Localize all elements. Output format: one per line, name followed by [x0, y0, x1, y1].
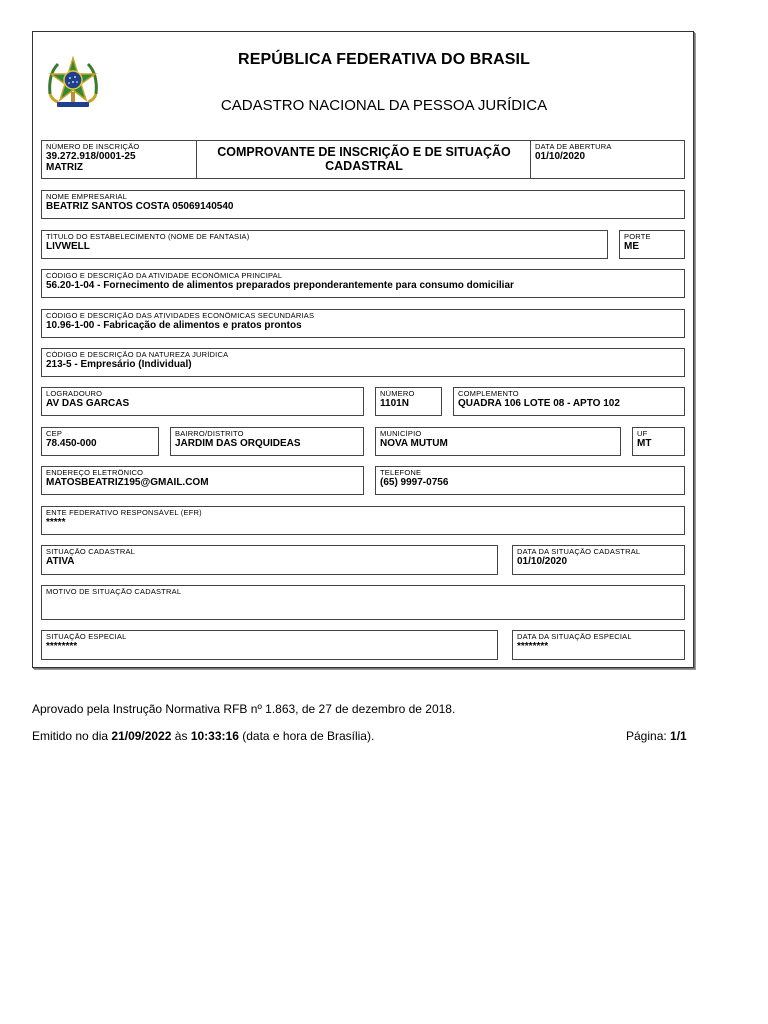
emission-line	[32, 729, 374, 743]
telefone-label: TELEFONE	[380, 469, 422, 477]
situacao-especial-label: SITUAÇÃO ESPECIAL	[46, 633, 127, 641]
data-situacao-value: 01/10/2020	[517, 556, 568, 567]
motivo-label: MOTIVO DE SITUAÇÃO CADASTRAL	[46, 588, 182, 596]
natureza-box	[41, 348, 685, 377]
page-prefix: Página:	[626, 729, 667, 743]
doc-title: COMPROVANTE DE INSCRIÇÃO E DE SITUAÇÃO CADASTRAL	[217, 145, 511, 173]
data-situacao-label: DATA DA SITUAÇÃO CADASTRAL	[517, 548, 641, 556]
data-situacao-especial-value: ********	[517, 641, 549, 652]
bairro-box	[170, 427, 364, 456]
page-title: REPÚBLICA FEDERATIVA DO BRASIL	[238, 51, 530, 68]
telefone-box	[375, 466, 685, 495]
efr-label: ENTE FEDERATIVO RESPONSÁVEL (EFR)	[46, 509, 202, 517]
emitted-time: 10:33:16	[190, 729, 239, 743]
uf-box	[632, 427, 685, 456]
logradouro-box	[41, 387, 364, 416]
efr-value: *****	[46, 517, 66, 528]
approval-note: Aprovado pela Instrução Normativa RFB nº 1.863, de 27 de dezembro de 2018.	[32, 702, 456, 716]
abertura-box	[530, 140, 685, 179]
doc-title-box	[196, 140, 531, 179]
page-number: 1/1	[670, 729, 687, 743]
emitted-suffix: (data e hora de Brasília).	[242, 729, 375, 743]
page-indicator	[626, 729, 687, 743]
logradouro-value: AV DAS GARCAS	[46, 398, 130, 409]
emitted-date: 21/09/2022	[111, 729, 172, 743]
uf-label: UF	[637, 430, 648, 438]
emitted-prefix: Emitido no dia	[32, 729, 109, 743]
municipio-value: NOVA MUTUM	[380, 438, 448, 449]
numero-box	[375, 387, 442, 416]
inscricao-value: 39.272.918/0001-25	[46, 151, 136, 162]
inscricao-label: NÚMERO DE INSCRIÇÃO	[46, 143, 140, 151]
uf-value: MT	[637, 438, 652, 449]
email-box	[41, 466, 364, 495]
porte-label: PORTE	[624, 233, 651, 241]
data-situacao-especial-label: DATA DA SITUAÇÃO ESPECIAL	[517, 633, 632, 641]
page-subtitle: CADASTRO NACIONAL DA PESSOA JURÍDICA	[220, 97, 548, 114]
motivo-box	[41, 585, 685, 620]
atividade-principal-label: CÓDIGO E DESCRIÇÃO DA ATIVIDADE ECONÔMICA PRINCIPAL	[46, 272, 283, 280]
nome-value: BEATRIZ SANTOS COSTA 05069140540	[46, 201, 234, 212]
situacao-box	[41, 545, 498, 575]
municipio-label: MUNICÍPIO	[380, 430, 422, 438]
complemento-label: COMPLEMENTO	[458, 390, 519, 398]
situacao-value: ATIVA	[46, 556, 75, 567]
situacao-especial-box	[41, 630, 498, 660]
atividade-principal-box	[41, 269, 685, 298]
complemento-value: QUADRA 106 LOTE 08 - APTO 102	[458, 398, 620, 409]
numero-value: 1101N	[380, 398, 409, 409]
bairro-label: BAIRRO/DISTRITO	[175, 430, 244, 438]
numero-label: NÚMERO	[380, 390, 415, 398]
email-value: MATOSBEATRIZ195@GMAIL.COM	[46, 477, 209, 488]
bairro-value: JARDIM DAS ORQUIDEAS	[175, 438, 301, 449]
atividade-principal-value: 56.20-1-04 - Fornecimento de alimentos preparados preponderantemente para consumo domiciliar	[46, 280, 514, 291]
municipio-box	[375, 427, 621, 456]
fantasia-label: TÍTULO DO ESTABELECIMENTO (NOME DE FANTASIA)	[46, 233, 250, 241]
nome-box	[41, 190, 685, 219]
atividades-secundarias-value: 10.96-1-00 - Fabricação de alimentos e pratos prontos	[46, 320, 302, 331]
cep-box	[41, 427, 159, 456]
cep-label: CEP	[46, 430, 63, 438]
porte-value: ME	[624, 241, 639, 252]
telefone-value: (65) 9997-0756	[380, 477, 449, 488]
inscricao-box	[41, 140, 197, 179]
emitted-mid: às	[174, 729, 188, 743]
data-situacao-box	[512, 545, 685, 575]
natureza-value: 213-5 - Empresário (Individual)	[46, 359, 192, 370]
atividades-secundarias-label: CÓDIGO E DESCRIÇÃO DAS ATIVIDADES ECONÔMICAS SECUNDÁRIAS	[46, 312, 315, 320]
email-label: ENDEREÇO ELETRÔNICO	[46, 469, 144, 477]
fantasia-value: LIVWELL	[46, 241, 90, 252]
abertura-value: 01/10/2020	[535, 151, 586, 162]
natureza-label: CÓDIGO E DESCRIÇÃO DA NATUREZA JURÍDICA	[46, 351, 229, 359]
complemento-box	[453, 387, 685, 416]
nome-label: NOME EMPRESARIAL	[46, 193, 128, 201]
cep-value: 78.450-000	[46, 438, 97, 449]
porte-box	[619, 230, 685, 259]
atividades-secundarias-box	[41, 309, 685, 338]
fantasia-box	[41, 230, 608, 259]
abertura-label: DATA DE ABERTURA	[535, 143, 612, 151]
data-situacao-especial-box	[512, 630, 685, 660]
inscricao-type: MATRIZ	[46, 162, 84, 173]
logradouro-label: LOGRADOURO	[46, 390, 103, 398]
situacao-especial-value: ********	[46, 641, 78, 652]
situacao-label: SITUAÇÃO CADASTRAL	[46, 548, 136, 556]
efr-box	[41, 506, 685, 535]
